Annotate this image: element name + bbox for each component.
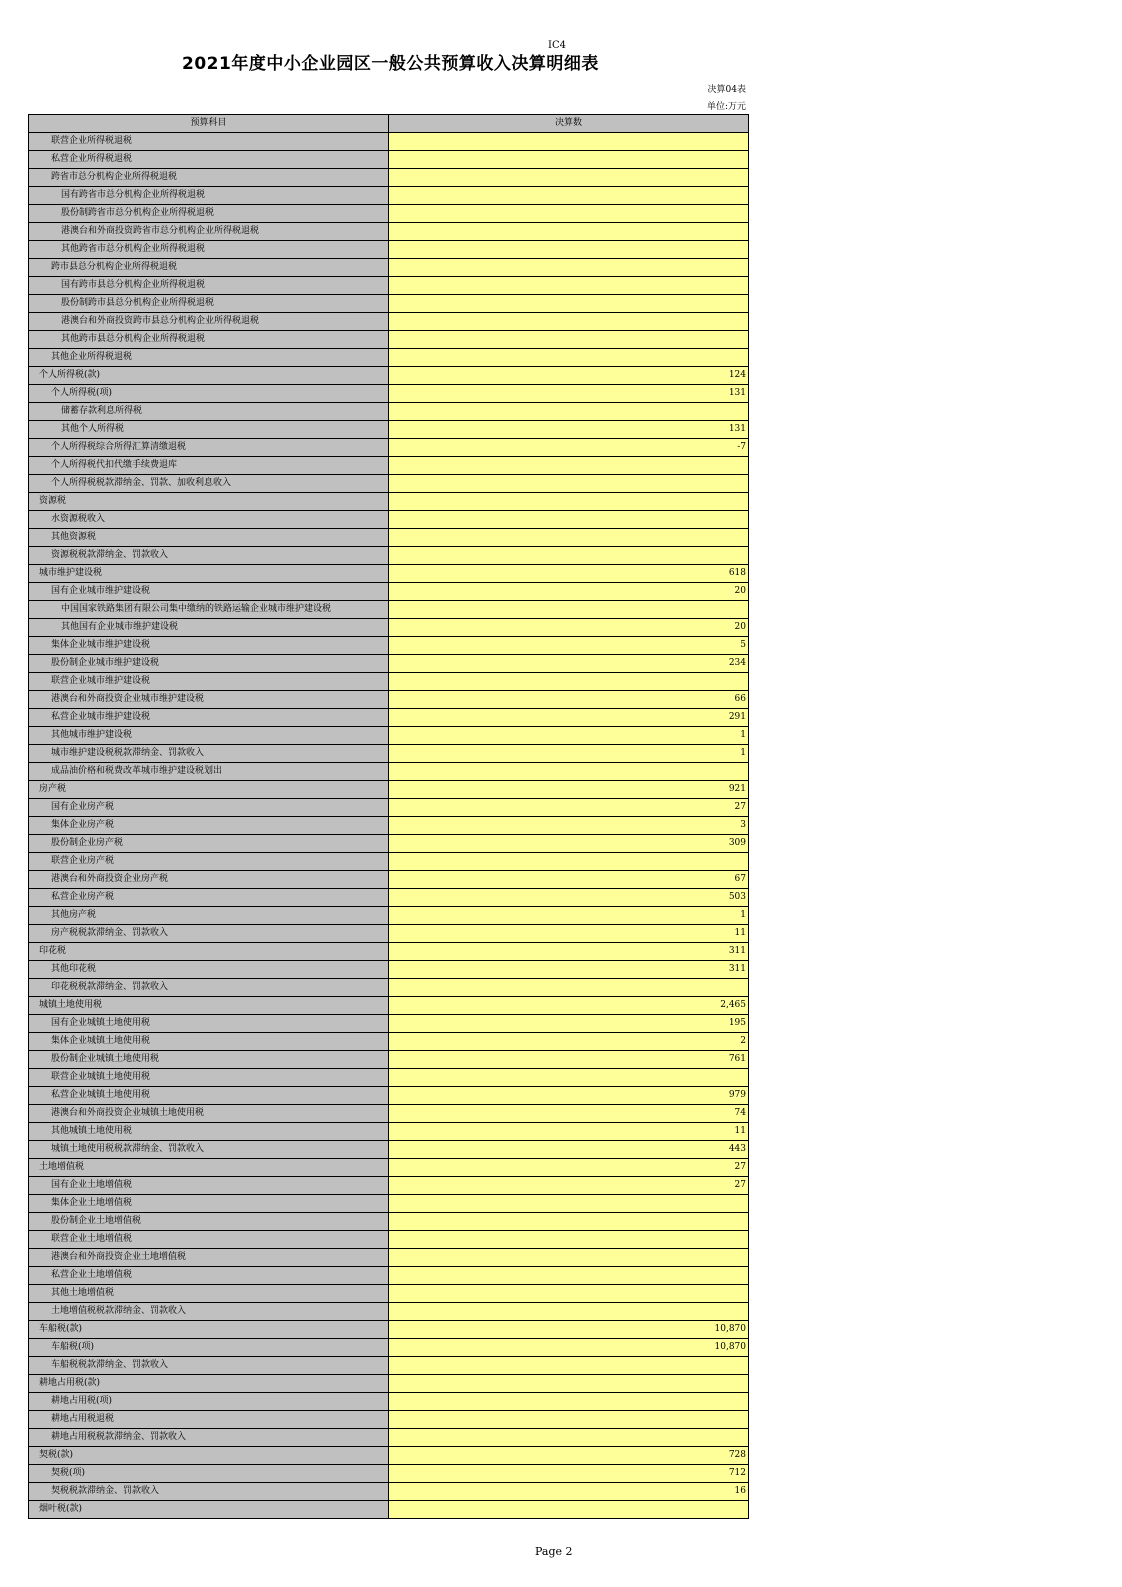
subject-cell: 印花税 — [29, 943, 389, 961]
table-row — [29, 1213, 749, 1231]
subject-cell: 集体企业土地增值税 — [29, 1195, 389, 1213]
amount-cell — [389, 493, 749, 511]
amount-cell — [389, 241, 749, 259]
subject-cell: 车船税税款滞纳金、罚款收入 — [29, 1357, 389, 1375]
table-row — [29, 385, 749, 403]
table-row — [29, 1447, 749, 1465]
table-row — [29, 1375, 749, 1393]
table-row — [29, 619, 749, 637]
subject-cell: 耕地占用税(项) — [29, 1393, 389, 1411]
amount-cell — [389, 673, 749, 691]
subject-cell: 耕地占用税退税 — [29, 1411, 389, 1429]
subject-cell: 国有跨市县总分机构企业所得税退税 — [29, 277, 389, 295]
amount-cell — [389, 331, 749, 349]
table-row — [29, 367, 749, 385]
form-number: 决算04表 — [707, 85, 746, 95]
table-row — [29, 1069, 749, 1087]
amount-cell — [389, 1069, 749, 1087]
table-row — [29, 1303, 749, 1321]
subject-cell: 跨省市总分机构企业所得税退税 — [29, 169, 389, 187]
amount-cell: 11 — [389, 925, 749, 943]
subject-cell: 私营企业房产税 — [29, 889, 389, 907]
subject-cell: 土地增值税 — [29, 1159, 389, 1177]
subject-cell: 其他资源税 — [29, 529, 389, 547]
table-row — [29, 1411, 749, 1429]
amount-cell: 67 — [389, 871, 749, 889]
subject-cell: 联营企业房产税 — [29, 853, 389, 871]
column-header-subject: 预算科目 — [29, 115, 389, 133]
subject-cell: 其他城市维护建设税 — [29, 727, 389, 745]
subject-cell: 耕地占用税(款) — [29, 1375, 389, 1393]
amount-cell — [389, 1411, 749, 1429]
amount-cell: 712 — [389, 1465, 749, 1483]
amount-cell — [389, 1267, 749, 1285]
amount-cell — [389, 187, 749, 205]
subject-cell: 联营企业所得税退税 — [29, 133, 389, 151]
subject-cell: 港澳台和外商投资跨市县总分机构企业所得税退税 — [29, 313, 389, 331]
table-row — [29, 529, 749, 547]
subject-cell: 港澳台和外商投资企业土地增值税 — [29, 1249, 389, 1267]
table-row — [29, 151, 749, 169]
table-header-row — [29, 115, 749, 133]
table-row — [29, 223, 749, 241]
subject-cell: 其他国有企业城市维护建设税 — [29, 619, 389, 637]
subject-cell: 房产税 — [29, 781, 389, 799]
table-row — [29, 871, 749, 889]
table-row — [29, 1033, 749, 1051]
amount-cell — [389, 295, 749, 313]
table-row — [29, 1249, 749, 1267]
table-row — [29, 511, 749, 529]
table-row — [29, 1195, 749, 1213]
subject-cell: 车船税(款) — [29, 1321, 389, 1339]
amount-cell — [389, 475, 749, 493]
subject-cell: 联营企业城市维护建设税 — [29, 673, 389, 691]
amount-cell: 2 — [389, 1033, 749, 1051]
amount-cell — [389, 403, 749, 421]
subject-cell: 集体企业房产税 — [29, 817, 389, 835]
amount-cell: 1 — [389, 745, 749, 763]
amount-cell: 3 — [389, 817, 749, 835]
table-row — [29, 169, 749, 187]
amount-cell — [389, 979, 749, 997]
table-row — [29, 331, 749, 349]
amount-cell — [389, 223, 749, 241]
table-row — [29, 655, 749, 673]
subject-cell: 其他房产税 — [29, 907, 389, 925]
amount-cell: 921 — [389, 781, 749, 799]
subject-cell: 资源税税款滞纳金、罚款收入 — [29, 547, 389, 565]
table-row — [29, 1105, 749, 1123]
subject-cell: 联营企业城镇土地使用税 — [29, 1069, 389, 1087]
subject-cell: 其他个人所得税 — [29, 421, 389, 439]
table-row — [29, 421, 749, 439]
amount-cell — [389, 457, 749, 475]
table-row — [29, 1285, 749, 1303]
table-row — [29, 997, 749, 1015]
table-row — [29, 241, 749, 259]
subject-cell: 国有企业房产税 — [29, 799, 389, 817]
subject-cell: 股份制企业土地增值税 — [29, 1213, 389, 1231]
subject-cell: 其他跨省市总分机构企业所得税退税 — [29, 241, 389, 259]
amount-cell — [389, 313, 749, 331]
amount-cell: 10,870 — [389, 1339, 749, 1357]
table-row — [29, 1339, 749, 1357]
subject-cell: 城市维护建设税税款滞纳金、罚款收入 — [29, 745, 389, 763]
table-row — [29, 1231, 749, 1249]
subject-cell: 印花税税款滞纳金、罚款收入 — [29, 979, 389, 997]
table-row — [29, 439, 749, 457]
table-row — [29, 673, 749, 691]
table-row — [29, 781, 749, 799]
table-row — [29, 817, 749, 835]
subject-cell: 其他企业所得税退税 — [29, 349, 389, 367]
table-row — [29, 1501, 749, 1519]
subject-cell: 股份制企业房产税 — [29, 835, 389, 853]
amount-cell — [389, 349, 749, 367]
amount-cell — [389, 259, 749, 277]
subject-cell: 港澳台和外商投资企业城镇土地使用税 — [29, 1105, 389, 1123]
subject-cell: 水资源税收入 — [29, 511, 389, 529]
subject-cell: 土地增值税税款滞纳金、罚款收入 — [29, 1303, 389, 1321]
amount-cell: 761 — [389, 1051, 749, 1069]
amount-cell: 27 — [389, 1159, 749, 1177]
table-row — [29, 457, 749, 475]
amount-cell: 16 — [389, 1483, 749, 1501]
amount-cell: 2,465 — [389, 997, 749, 1015]
subject-cell: 股份制企业城市维护建设税 — [29, 655, 389, 673]
table-row — [29, 1123, 749, 1141]
subject-cell: 股份制企业城镇土地使用税 — [29, 1051, 389, 1069]
subject-cell: 股份制跨省市总分机构企业所得税退税 — [29, 205, 389, 223]
amount-cell — [389, 511, 749, 529]
column-header-amount: 决算数 — [389, 115, 749, 133]
table-row — [29, 1357, 749, 1375]
table-row — [29, 277, 749, 295]
subject-cell: 契税税款滞纳金、罚款收入 — [29, 1483, 389, 1501]
subject-cell: 港澳台和外商投资企业城市维护建设税 — [29, 691, 389, 709]
table-row — [29, 1267, 749, 1285]
table-row — [29, 349, 749, 367]
table-row — [29, 1177, 749, 1195]
amount-cell: 11 — [389, 1123, 749, 1141]
subject-cell: 私营企业城市维护建设税 — [29, 709, 389, 727]
table-row — [29, 1465, 749, 1483]
amount-cell — [389, 133, 749, 151]
amount-cell: 27 — [389, 799, 749, 817]
subject-cell: 成品油价格和税费改革城市维护建设税划出 — [29, 763, 389, 781]
amount-cell — [389, 763, 749, 781]
table-row — [29, 1321, 749, 1339]
amount-cell: 1 — [389, 907, 749, 925]
amount-cell — [389, 1303, 749, 1321]
subject-cell: 资源税 — [29, 493, 389, 511]
subject-cell: 储蓄存款利息所得税 — [29, 403, 389, 421]
amount-cell — [389, 853, 749, 871]
subject-cell: 国有企业土地增值税 — [29, 1177, 389, 1195]
amount-cell — [389, 1231, 749, 1249]
subject-cell: 城市维护建设税 — [29, 565, 389, 583]
subject-cell: 房产税税款滞纳金、罚款收入 — [29, 925, 389, 943]
table-row — [29, 205, 749, 223]
table-row — [29, 691, 749, 709]
table-row — [29, 745, 749, 763]
subject-cell: 其他城镇土地使用税 — [29, 1123, 389, 1141]
amount-cell: 311 — [389, 961, 749, 979]
table-row — [29, 925, 749, 943]
amount-cell: 311 — [389, 943, 749, 961]
table-row — [29, 1015, 749, 1033]
table-row — [29, 943, 749, 961]
amount-cell — [389, 1357, 749, 1375]
table-row — [29, 1141, 749, 1159]
table-row — [29, 799, 749, 817]
amount-cell: 234 — [389, 655, 749, 673]
subject-cell: 车船税(项) — [29, 1339, 389, 1357]
table-row — [29, 889, 749, 907]
subject-cell: 个人所得税代扣代缴手续费退库 — [29, 457, 389, 475]
amount-cell: 618 — [389, 565, 749, 583]
amount-cell: 20 — [389, 619, 749, 637]
subject-cell: 个人所得税(项) — [29, 385, 389, 403]
subject-cell: 私营企业城镇土地使用税 — [29, 1087, 389, 1105]
table-row — [29, 1159, 749, 1177]
amount-cell — [389, 1375, 749, 1393]
amount-cell: 66 — [389, 691, 749, 709]
amount-cell: 728 — [389, 1447, 749, 1465]
subject-cell: 联营企业土地增值税 — [29, 1231, 389, 1249]
amount-cell: 131 — [389, 421, 749, 439]
table-row — [29, 709, 749, 727]
table-row — [29, 979, 749, 997]
amount-cell — [389, 1285, 749, 1303]
budget-table — [28, 114, 749, 1519]
table-row — [29, 601, 749, 619]
table-row — [29, 583, 749, 601]
table-row — [29, 259, 749, 277]
table-row — [29, 133, 749, 151]
subject-cell: 个人所得税税款滞纳金、罚款、加收利息收入 — [29, 475, 389, 493]
table-row — [29, 727, 749, 745]
amount-cell — [389, 1195, 749, 1213]
page-number: Page 2 — [535, 1545, 573, 1558]
amount-cell: 503 — [389, 889, 749, 907]
table-row — [29, 493, 749, 511]
table-row — [29, 1483, 749, 1501]
subject-cell: 国有企业城市维护建设税 — [29, 583, 389, 601]
subject-cell: 城镇土地使用税 — [29, 997, 389, 1015]
subject-cell: 跨市县总分机构企业所得税退税 — [29, 259, 389, 277]
subject-cell: 私营企业所得税退税 — [29, 151, 389, 169]
table-row — [29, 907, 749, 925]
table-row — [29, 187, 749, 205]
subject-cell: 城镇土地使用税税款滞纳金、罚款收入 — [29, 1141, 389, 1159]
amount-cell — [389, 169, 749, 187]
amount-cell: 1 — [389, 727, 749, 745]
amount-cell: 27 — [389, 1177, 749, 1195]
subject-cell: 烟叶税(款) — [29, 1501, 389, 1519]
subject-cell: 港澳台和外商投资企业房产税 — [29, 871, 389, 889]
unit-label: 单位:万元 — [706, 102, 746, 112]
amount-cell: -7 — [389, 439, 749, 457]
subject-cell: 国有企业城镇土地使用税 — [29, 1015, 389, 1033]
subject-cell: 其他土地增值税 — [29, 1285, 389, 1303]
table-row — [29, 763, 749, 781]
amount-cell: 124 — [389, 367, 749, 385]
table-row — [29, 1429, 749, 1447]
table-row — [29, 295, 749, 313]
subject-cell: 私营企业土地增值税 — [29, 1267, 389, 1285]
amount-cell: 10,870 — [389, 1321, 749, 1339]
amount-cell — [389, 1429, 749, 1447]
form-code: IC4 — [548, 40, 566, 51]
subject-cell: 港澳台和外商投资跨省市总分机构企业所得税退税 — [29, 223, 389, 241]
table-row — [29, 565, 749, 583]
subject-cell: 中国国家铁路集团有限公司集中缴纳的铁路运输企业城市维护建设税 — [29, 601, 389, 619]
table-body — [29, 133, 749, 1519]
amount-cell — [389, 1393, 749, 1411]
amount-cell — [389, 547, 749, 565]
table-row — [29, 313, 749, 331]
table-row — [29, 1087, 749, 1105]
amount-cell: 979 — [389, 1087, 749, 1105]
amount-cell — [389, 1249, 749, 1267]
table-row — [29, 853, 749, 871]
amount-cell: 20 — [389, 583, 749, 601]
table-row — [29, 1393, 749, 1411]
subject-cell: 个人所得税综合所得汇算清缴退税 — [29, 439, 389, 457]
amount-cell: 5 — [389, 637, 749, 655]
page-title: 2021年度中小企业园区一般公共预算收入决算明细表 — [182, 54, 599, 74]
table-row — [29, 1051, 749, 1069]
amount-cell: 309 — [389, 835, 749, 853]
subject-cell: 集体企业城市维护建设税 — [29, 637, 389, 655]
table-row — [29, 547, 749, 565]
amount-cell: 195 — [389, 1015, 749, 1033]
amount-cell — [389, 1213, 749, 1231]
amount-cell — [389, 529, 749, 547]
amount-cell: 131 — [389, 385, 749, 403]
table-row — [29, 835, 749, 853]
subject-cell: 耕地占用税税款滞纳金、罚款收入 — [29, 1429, 389, 1447]
subject-cell: 个人所得税(款) — [29, 367, 389, 385]
amount-cell: 74 — [389, 1105, 749, 1123]
subject-cell: 股份制跨市县总分机构企业所得税退税 — [29, 295, 389, 313]
amount-cell — [389, 277, 749, 295]
subject-cell: 国有跨省市总分机构企业所得税退税 — [29, 187, 389, 205]
amount-cell — [389, 151, 749, 169]
table-row — [29, 403, 749, 421]
table-row — [29, 961, 749, 979]
amount-cell: 443 — [389, 1141, 749, 1159]
amount-cell — [389, 205, 749, 223]
subject-cell: 其他印花税 — [29, 961, 389, 979]
subject-cell: 集体企业城镇土地使用税 — [29, 1033, 389, 1051]
amount-cell: 291 — [389, 709, 749, 727]
subject-cell: 其他跨市县总分机构企业所得税退税 — [29, 331, 389, 349]
amount-cell — [389, 1501, 749, 1519]
subject-cell: 契税(款) — [29, 1447, 389, 1465]
table-row — [29, 475, 749, 493]
table-row — [29, 637, 749, 655]
subject-cell: 契税(项) — [29, 1465, 389, 1483]
amount-cell — [389, 601, 749, 619]
